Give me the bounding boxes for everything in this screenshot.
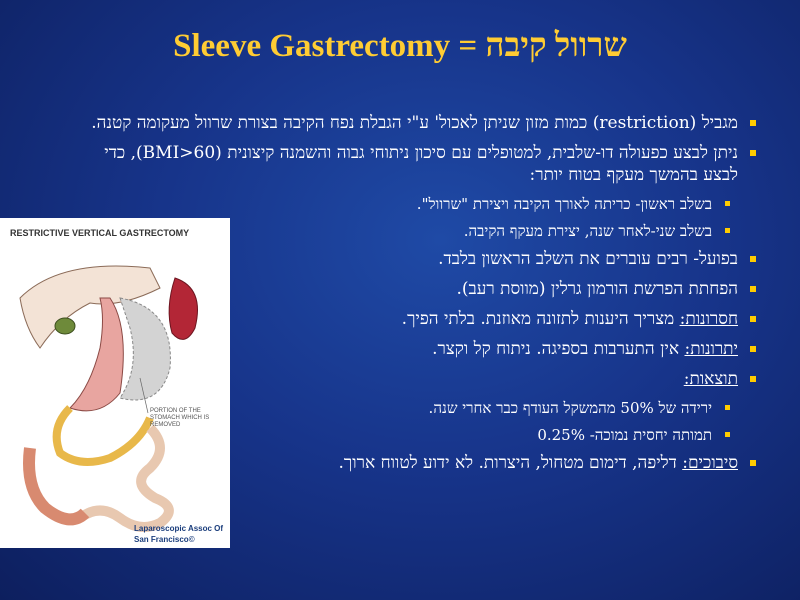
sub-bullet-text: בשלב ראשון- כריתה לאורך הקיבה ויצירת "שרוול". <box>416 195 712 213</box>
bullet-marker <box>750 120 756 126</box>
bullet-marker <box>750 316 756 322</box>
bullet-label: תוצאות: <box>683 369 738 389</box>
bullet-marker <box>750 376 756 382</box>
sub-bullet-marker <box>725 432 730 437</box>
bullet-text: מצריך היענות לתזונה מאוזנת. בלתי הפיך. <box>401 309 680 329</box>
sub-bullet-marker <box>725 405 730 410</box>
sub-bullet-text: תמותה יחסית נמוכה- 0.25% <box>537 426 712 444</box>
slide-title: Sleeve Gastrectomy = שרוול קיבה <box>173 28 627 64</box>
figure-title: RESTRICTIVE VERTICAL GASTRECTOMY <box>10 228 190 238</box>
spleen-shape <box>169 278 197 339</box>
bullet-label: סיבוכים: <box>682 453 738 473</box>
bullet-restriction <box>80 112 760 134</box>
bullet-text: ניתן לבצע כפעולה דו-שלבית, למטופלים עם סיכון ניתוחי גבוה והשמנה קיצונית (BMI>60), כדי לבצע בהמשך מעקף בטוח יותר: <box>104 143 738 185</box>
bullet-text: בפועל- רבים עוברים את השלב הראשון בלבד. <box>438 249 738 269</box>
sub-bullet-marker <box>725 228 730 233</box>
bullet-text: מגביל (restriction) כמות מזון שניתן לאכול' ע"י הגבלת נפח הקיבה בצורת שרוול מעקומה קטנה. <box>91 113 738 133</box>
bullet-text: דליפה, דימום מטחול, היצרות. לא ידוע לטווח ארוך. <box>338 453 683 473</box>
gallbladder-shape <box>55 318 75 334</box>
bullet-two-stage <box>80 142 760 186</box>
figure-caption: PORTION OF THE STOMACH WHICH IS REMOVED <box>150 408 210 428</box>
bullet-marker <box>750 256 756 262</box>
figure-credit: Laparoscopic Assoc Of San Francisco© <box>134 524 224 544</box>
bullet-marker <box>750 150 756 156</box>
bullet-label: חסרונות: <box>679 309 738 329</box>
intestine-shape <box>80 428 169 527</box>
bullet-marker <box>750 286 756 292</box>
bullet-text: הפחתת הפרשת הורמון גרלין (מווסת רעב). <box>456 279 738 299</box>
anatomy-drawing <box>0 218 230 548</box>
removed-stomach-shape <box>120 298 170 400</box>
bullet-marker <box>750 460 756 466</box>
bullet-marker <box>750 346 756 352</box>
sub-bullet-marker <box>725 201 730 206</box>
bullet-label: יתרונות: <box>684 339 738 359</box>
sub-bullet-text: בשלב שני-לאחר שנה, יצירת מעקף הקיבה. <box>463 222 712 240</box>
sub-bullet-stage-one <box>80 194 760 214</box>
gastrectomy-illustration <box>0 218 230 548</box>
sub-bullet-text: ירידה של 50% מהמשקל העודף כבר אחרי שנה. <box>428 399 712 417</box>
duodenum-shape <box>57 408 150 462</box>
bullet-text: אין התערבות בספיגה. ניתוח קל וקצר. <box>432 339 685 359</box>
sleeve-stomach-shape <box>70 298 123 411</box>
